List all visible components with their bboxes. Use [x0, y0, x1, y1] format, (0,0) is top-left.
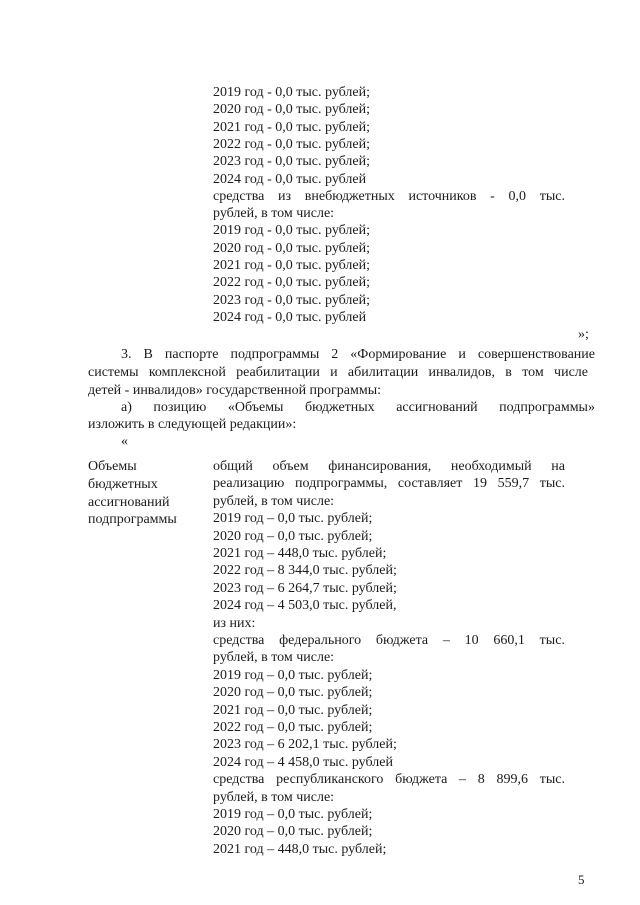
closing-quote: »; [578, 327, 589, 342]
value-line-22: 2020 год – 0,0 тыс. рублей; [213, 824, 373, 840]
value-line-8: 2023 год – 6 264,7 тыс. рублей; [213, 580, 397, 596]
top-line-8: рублей, в том числе: [213, 206, 335, 222]
value-line-13: 2019 год – 0,0 тыс. рублей; [213, 667, 373, 683]
section-3-line-2: системы комплексной реабилитации и абилитации инвалидов, в том числе [88, 365, 588, 380]
value-line-4: 2019 год – 0,0 тыс. рублей; [213, 511, 373, 527]
top-line-4: 2022 год - 0,0 тыс. рублей; [213, 136, 371, 152]
value-line-5: 2020 год – 0,0 тыс. рублей; [213, 528, 373, 544]
value-line-2: реализацию подпрограммы, составляет 19 559,7 тыс. [213, 476, 565, 492]
item-a-line-2: изложить в следующей редакции»: [88, 417, 297, 432]
page-number: 5 [578, 872, 585, 887]
value-line-20: рублей, в том числе: [213, 789, 335, 805]
label-line-3: ассигнований [88, 495, 170, 510]
value-line-21: 2019 год – 0,0 тыс. рублей; [213, 807, 373, 822]
value-line-1: общий объем финансирования, необходимый на [213, 459, 565, 474]
top-line-1: 2019 год - 0,0 тыс. рублей; [213, 85, 371, 100]
top-line-6: 2024 год - 0,0 тыс. рублей [213, 171, 367, 187]
value-line-16: 2022 год – 0,0 тыс. рублей; [213, 720, 373, 735]
top-line-7: средства из внебюджетных источников - 0,0 тыс. [213, 188, 565, 204]
label-line-1: Объемы [88, 459, 137, 474]
value-line-3: рублей, в том числе: [213, 493, 335, 509]
value-line-23: 2021 год – 448,0 тыс. рублей; [213, 841, 387, 857]
top-line-9: 2019 год - 0,0 тыс. рублей; [213, 223, 371, 239]
value-line-6: 2021 год – 448,0 тыс. рублей; [213, 546, 387, 561]
value-line-19: средства республиканского бюджета – 8 899,6 тыс. [213, 772, 565, 788]
top-line-10: 2020 год - 0,0 тыс. рублей; [213, 240, 371, 256]
opening-quote: « [121, 434, 128, 449]
top-line-2: 2020 год - 0,0 тыс. рублей; [213, 102, 371, 118]
top-line-11: 2021 год - 0,0 тыс. рублей; [213, 258, 371, 273]
top-line-5: 2023 год - 0,0 тыс. рублей; [213, 154, 371, 170]
label-line-4: подпрограммы [88, 512, 177, 527]
section-3-line-1: 3. В паспорте подпрограммы 2 «Формирование и совершенствование [121, 347, 595, 362]
item-a-line-1: а) позицию «Объемы бюджетных ассигнований подпрограммы» [121, 400, 595, 415]
value-line-12: рублей, в том числе: [213, 650, 335, 666]
value-line-17: 2023 год – 6 202,1 тыс. рублей; [213, 737, 397, 753]
value-line-9: 2024 год – 4 503,0 тыс. рублей, [213, 598, 397, 614]
top-line-14: 2024 год - 0,0 тыс. рублей [213, 309, 367, 325]
top-line-12: 2022 год - 0,0 тыс. рублей; [213, 275, 371, 291]
value-line-10: из них: [213, 615, 256, 631]
value-line-18: 2024 год – 4 458,0 тыс. рублей [213, 754, 393, 770]
top-line-13: 2023 год - 0,0 тыс. рублей; [213, 292, 371, 308]
value-line-7: 2022 год – 8 344,0 тыс. рублей; [213, 563, 397, 579]
value-line-11: средства федерального бюджета – 10 660,1 тыс. [213, 633, 565, 648]
value-line-14: 2020 год – 0,0 тыс. рублей; [213, 685, 373, 701]
value-line-15: 2021 год – 0,0 тыс. рублей; [213, 702, 373, 718]
section-3-line-3: детей - инвалидов» государственной программы: [88, 383, 382, 398]
top-line-3: 2021 год - 0,0 тыс. рублей; [213, 119, 371, 135]
label-line-2: бюджетных [88, 477, 158, 492]
